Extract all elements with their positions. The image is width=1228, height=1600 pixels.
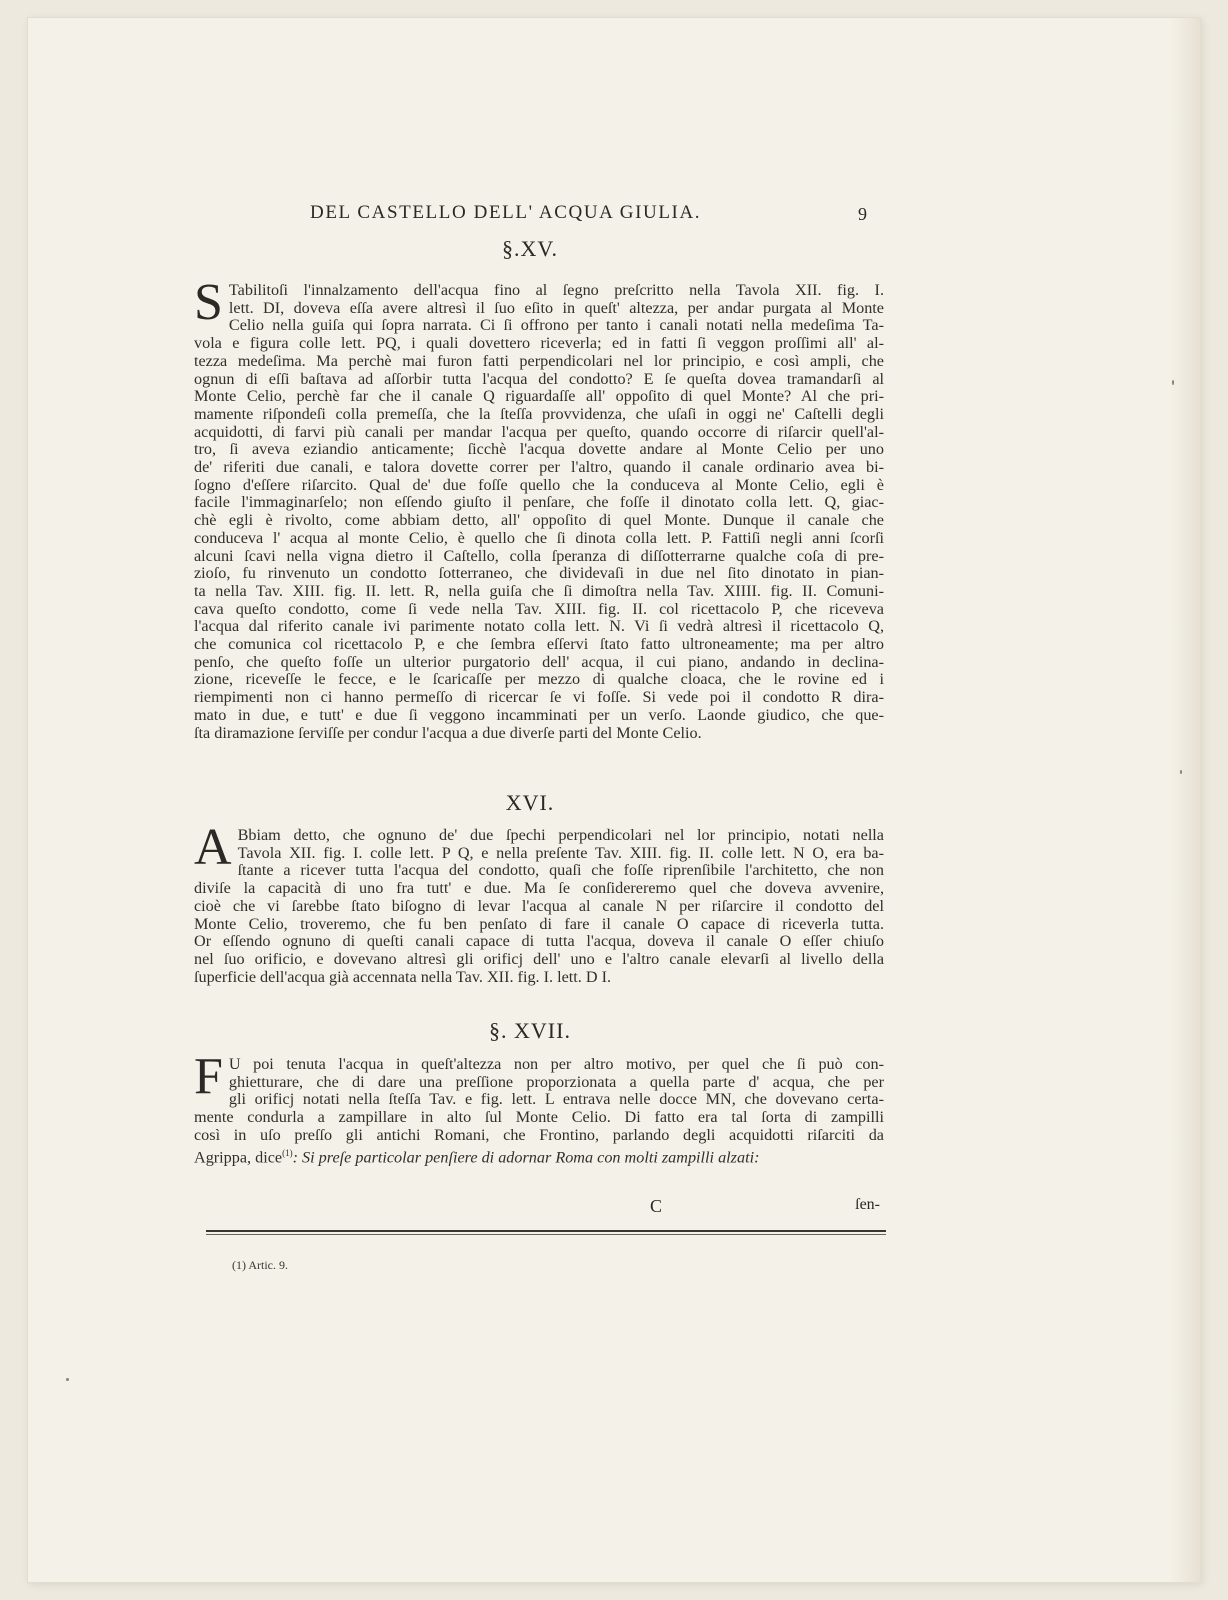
text-line: così in uſo preſſo gli antichi Romani, che Frontino, parlando degli acquidotti riſarciti da [194, 1125, 884, 1144]
footnote-rule-thin [206, 1234, 886, 1235]
paragraph [194, 1048, 884, 1145]
text-line: ſtante a ricever tutta l'acqua del condotto, quaſi che foſſe riprenſibile l'architetto, che non [237, 861, 884, 880]
text-line: tezza medeſima. Ma perchè mai furon fatti perpendicolari nel lor principio, e così ampli, che [194, 351, 884, 370]
paper-speck [1180, 770, 1182, 774]
text-line: nel ſuo orificio, e dovevano altresì gli orificj dell' uno e l'altro canale elevarſi al livello della [194, 949, 884, 968]
paragraph [194, 274, 884, 742]
section-title-xvi: XVI. [505, 790, 555, 815]
text-line: zioſo, fu rinvenuto un condotto ſotterraneo, che dividevaſi in due nel ſito dinotato in pian- [194, 564, 884, 583]
text-line: mato in due, e tutt' e due ſi veggono incamminati per un verſo. Laonde giudico, che que- [194, 705, 884, 724]
dropcap: S [194, 274, 223, 331]
paper-speck [1172, 380, 1174, 385]
text-line: penſo, che queſto foſſe un ulterior purgatorio dell' acqua, il cui piano, andando in declina- [194, 652, 884, 671]
text-line: acquidotti, di farvi più canali per mandar l'acqua per queſto, quando occorre di riſarcir quell'al- [194, 422, 884, 441]
signature-row [194, 1196, 884, 1216]
footnote-ref: (1) [282, 1147, 293, 1158]
dropcap: A [194, 819, 232, 876]
section-xvi-body [194, 819, 884, 986]
paragraph [194, 819, 884, 986]
text-line: Bbiam detto, che ognuno de' due ſpechi perpendicolari nel lor principio, notati nella [237, 826, 884, 844]
text-line: Tabilitoſi l'innalzamento dell'acqua fino al ſegno preſcritto nella Tavola XII. fig. I. [228, 281, 884, 299]
text-line: ſta diramazione ſerviſſe per condur l'acqua a due diverſe parti del Monte Celio. [194, 723, 702, 742]
catchword: ſen- [855, 1196, 880, 1213]
text-line: chè egli è rivolto, come abbiam detto, all' oppoſito di quel Monte. Dunque il canale che [194, 511, 884, 530]
dropcap: F [194, 1048, 223, 1105]
footnote-rule [206, 1230, 886, 1232]
text-line: ta nella Tav. XIII. fig. II. lett. R, nella guiſa che ſi dimoſtra nella Tav. XIIII. fig. II. Comuni- [194, 581, 884, 600]
text-line: conduceva l' acqua al monte Celio, è quello che ſi dinota colla lett. P. Fattiſi negli anni ſcorſi [194, 528, 884, 547]
text-line: alcuni ſcavi nella vigna dietro il Caſtello, colla ſperanza di diſſotterrarne qualche coſa di pre- [194, 546, 884, 565]
section-xv-body [194, 274, 884, 742]
text-italic-quote: : Si preſe particolar penſiere di adornar Roma con molti zampilli alzati: [292, 1147, 760, 1166]
text-line: ghietturare, che di dare una preſſione proporzionata a quella parte d' acqua, che per [228, 1072, 884, 1091]
text-line: ſogno d'eſſere riſarcito. Qual de' due foſſe quello che la conduceva al Monte Celio, egli è [194, 475, 884, 494]
text-line: cava queſto condotto, come ſi vede nella Tav. XIII. fig. II. col ricettacolo P, che riceveva [194, 599, 884, 618]
text-line: mamente riſpondeſi colla premeſſa, che la ſteſſa provvidenza, che uſaſi in oggi ne' Caſtelli degli [194, 404, 884, 423]
text-line: gli orificj notati nella ſteſſa Tav. e fig. lett. L entrava nelle docce MN, che dovevano certa- [228, 1090, 884, 1109]
paper-speck [66, 1378, 69, 1381]
text-line: tro, ſi aveva eziandio anticamente; ſicchè l'acqua dovette andare al Monte Celio per uno [194, 440, 884, 459]
text-line: facile l'immaginarſelo; non eſſendo giuſto il penſare, che foſſe il dinotato colla lett. Q, giac- [194, 493, 884, 512]
text-line: lett. DI, doveva eſſa avere altresì il ſuo eſito in queſt' altezza, per andar purgata al Monte [228, 298, 884, 317]
text-roman: Agrippa, dice [194, 1147, 283, 1166]
text-line: riempimenti non ci hanno permeſſo di ricercar ſe vi foſſe. Si vede poi il condotto R dira- [194, 688, 884, 707]
text-line: che comunica col ricettacolo P, e che ſembra eſſervi ſtato fatto ultroneamente; ma per altro [194, 635, 884, 654]
section-title-xvii: §. XVII. [489, 1018, 571, 1043]
footnote: (1) Artic. 9. [232, 1258, 288, 1272]
text-line: diviſe la capacità di uno fra tutt' e due. Ma ſe conſidereremo quel che doveva avvenire, [194, 879, 884, 898]
running-head: DEL CASTELLO DELL' ACQUA GIULIA. [310, 202, 702, 223]
paper-sheet [28, 18, 1200, 1582]
text-line [194, 1145, 884, 1167]
text-line: zione, riceveſſe le fecce, e le ſcaricaſſe per mezzo di qualche cloaca, che le rovine ed i [194, 670, 884, 689]
text-line: Celio nella guiſa qui ſopra narrata. Ci ſi offrono per tanto i canali notati nella medeſima Ta- [228, 316, 884, 335]
text-line: vola e figura colle lett. PQ, i quali dovettero riceverla; ed in fatti ſi veggon proſſimi all' al- [194, 334, 884, 353]
page-number: 9 [858, 204, 867, 224]
text-line: de' riferiti due canali, e talora dovette correr per l'altro, quando il canale ordinario avea bi- [194, 458, 884, 477]
text-line: l'acqua dal riferito canale ivi parimente notato colla lett. N. Vi ſi vedrà altresì il ricettacolo Q, [194, 617, 884, 636]
signature-mark: C [650, 1196, 663, 1216]
text-line: Monte Celio, perchè far che il canale Q riguardaſſe all' oppoſito di quel Monte? Al che pri- [194, 387, 884, 406]
text-line: U poi tenuta l'acqua in queſt'altezza non per altro motivo, per quel che ſi può con- [228, 1055, 884, 1073]
deckle-edge [1170, 18, 1200, 1582]
text-line: cioè che vi ſarebbe ſtato biſogno di levar l'acqua al canale N per riſarcire il condotto del [194, 896, 884, 915]
section-title-xv: §.XV. [502, 236, 558, 261]
text-line: Monte Celio, troveremo, che fu ben penſato di fare il canale O capace di riceverla tutta. [194, 914, 884, 933]
text-line: Or eſſendo ognuno di queſti canali capace di tutta l'acqua, doveva il canale O eſſer chiuſo [194, 932, 884, 951]
text-line: Tavola XII. fig. I. colle lett. P Q, e nella preſente Tav. XIII. fig. II. colle lett. N O, era ba- [237, 843, 884, 862]
text-line: ſuperficie dell'acqua già accennata nella Tav. XII. fig. I. lett. D I. [194, 967, 612, 986]
text-line: mente condurla a zampillare in alto ſul Monte Celio. Di fatto era tal ſorta di zampilli [194, 1108, 884, 1127]
section-xvii-body [194, 1048, 884, 1167]
text-line: ognun di eſſi baſtava ad aſſorbir tutta l'acqua del condotto? E ſe queſta dovea tramandarſi al [194, 369, 884, 388]
